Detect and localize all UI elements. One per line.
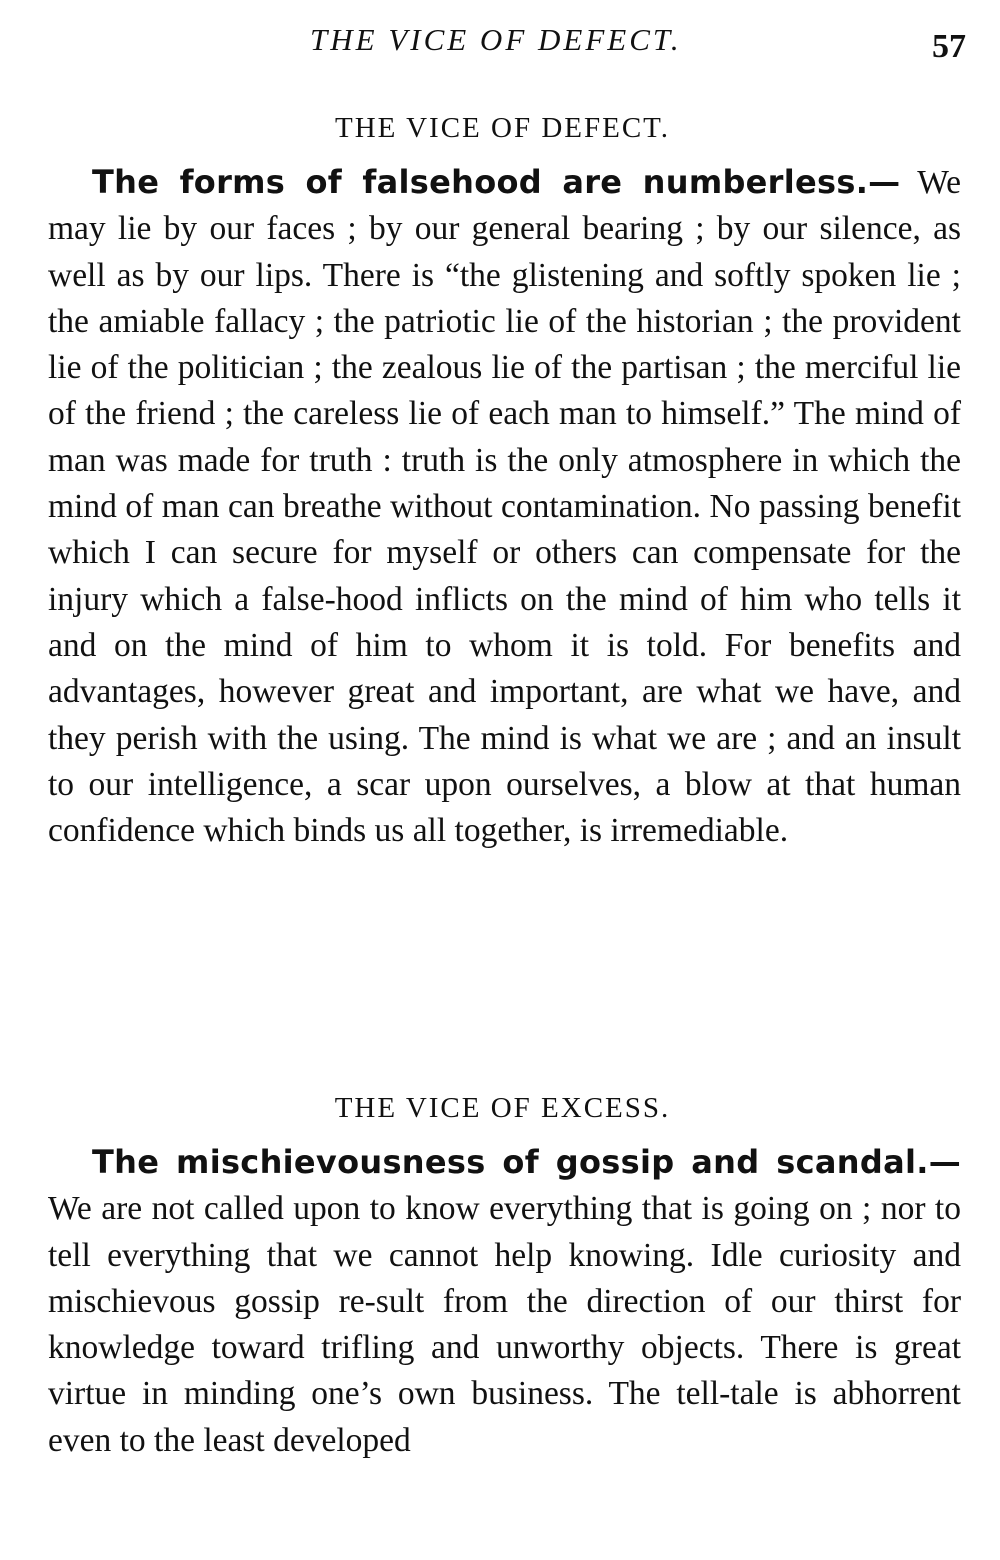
page-number: 57 bbox=[932, 28, 966, 65]
section-vice-of-excess bbox=[40, 1092, 965, 1464]
section-heading: THE VICE OF EXCESS. bbox=[334, 1092, 671, 1124]
running-title: THE VICE OF DEFECT. bbox=[310, 22, 682, 57]
section-vice-of-defect bbox=[40, 112, 965, 854]
paragraph-body: We are not called upon to know everything that is going on ; nor to tell everything that we cannot help knowing. Idle curiosity and mischievous gossip re-sult from the direction of our thirst for knowledge toward trifling and unworthy objects. There is great virtue in minding one’s own business. The tell-tale is abhorrent even to the least developed bbox=[48, 1190, 961, 1459]
paragraph-body: We may lie by our faces ; by our general bearing ; by our silence, as well as by our lips. There is “the glistening and softly spoken lie ; the amiable fallacy ; the patriotic lie of the historian ; the provident lie of the politician ; the zealous lie of the partisan ; the merciful lie of the friend ; the careless lie of each man to himself.” The mind of man was made for truth : truth is the only atmosphere in which the mind of man can breathe without contamination. No passing benefit which I can secure for myself or others can compensate for the injury which a false-hood inflicts on the mind of him who tells it and on the mind of him to whom it is told. For benefits and advantages, however great and important, are what we have, and they perish with the using. The mind is what we are ; and an insult to our intelligence, a scar upon ourselves, a blow at that human confidence which binds us all together, is irremediable. bbox=[48, 164, 961, 850]
running-head bbox=[0, 22, 1000, 65]
paragraph-lead: The forms of falsehood are numberless.— bbox=[92, 163, 901, 201]
paragraph-lead: The mischievousness of gossip and scandal.— bbox=[92, 1143, 961, 1181]
section-paragraph bbox=[40, 1139, 965, 1464]
section-heading: THE VICE OF DEFECT. bbox=[335, 112, 670, 144]
section-paragraph bbox=[40, 159, 965, 854]
